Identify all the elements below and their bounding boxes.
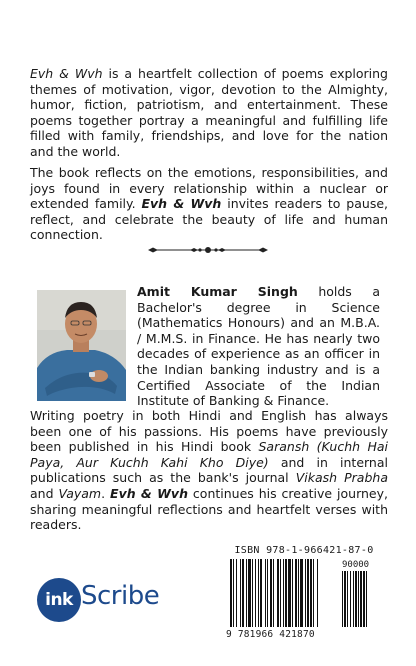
author-bio: [137, 284, 380, 409]
poetry-text-5: continues his creative journey, sharing meaningful reflections and heartfelt verses with readers.: [30, 485, 388, 533]
barcode-bar: [260, 559, 262, 627]
barcode-bar: [288, 559, 291, 627]
barcode-bar: [265, 559, 266, 627]
barcode-bar: [252, 559, 253, 627]
barcode-bar: [240, 559, 241, 627]
barcode-addon-bar: [358, 571, 359, 627]
barcode-bar: [313, 559, 314, 627]
barcode-addon-bar: [347, 571, 348, 627]
journal-vayam: Vayam: [58, 485, 102, 501]
barcode-bar: [300, 559, 303, 627]
barcode-bar: [273, 559, 274, 627]
barcode-bar: [267, 559, 268, 627]
barcode-bar: [305, 559, 306, 627]
barcode-bar: [307, 559, 309, 627]
barcode-bar: [242, 559, 244, 627]
hindi-book-title: Saransh (Kuchh Hai Paya, Aur Kuchh Kahi Kho Diye): [30, 439, 388, 470]
author-bio-text: holds a Bachelor's degree in Science (Mathematics Honours) and an M.B.A. / M.M.S. in Finance. He has nearly two decades of experience as an officer in the Indian banking industry and is a Certified Associate of the Indian Institute of Banking & Finance.: [137, 284, 380, 409]
barcode-bar: [255, 559, 256, 627]
book-title-bold-italic: Evh & Wvh: [141, 196, 222, 212]
barcode-bar: [236, 559, 237, 627]
barcode-addon-bar: [353, 571, 354, 627]
ornamental-divider: [148, 244, 268, 256]
blurb-text-2: The book reflects on the emotions, responsibilities, and joys found in every relationship within a nuclear or extended family.: [30, 165, 388, 212]
blurb-text-1: is a heartfelt collection of poems exploring themes of motivation, vigor, devotion to the Almighty, humor, fiction, patriotism, and entertainment. These poems together portray a meaningful and fulfilling life filled with family, friendships, and love for the nation and the world.: [30, 66, 388, 159]
barcode-addon-bar: [344, 571, 346, 627]
barcode-addon-bar: [360, 571, 362, 627]
isbn-barcode: [226, 545, 378, 645]
barcode-bar: [292, 559, 293, 627]
poetry-text-3: and: [30, 485, 59, 501]
barcode-bar: [317, 559, 318, 627]
price-code: 90000: [342, 560, 370, 570]
book-title-bold-italic-2: Evh & Wvh: [110, 485, 188, 501]
blurb-text-2-end: invites readers to pause, reflect, and celebrate the beauty of life and human connection.: [30, 196, 388, 243]
barcode-addon-bar: [366, 571, 367, 627]
logo-wordmark: Scribe: [81, 581, 160, 611]
barcode-bar: [258, 559, 259, 627]
barcode-bar: [230, 559, 232, 627]
author-photo: [37, 290, 126, 401]
barcode-addon-bar: [355, 571, 357, 627]
book-title-italic: Evh & Wvh: [30, 66, 103, 81]
barcode-bar: [285, 559, 287, 627]
blurb-paragraph-1: [30, 66, 388, 160]
barcode-bar: [248, 559, 251, 627]
isbn-label: ISBN 978-1-966421-87-0: [234, 545, 374, 556]
barcode-bar: [233, 559, 234, 627]
poetry-text-1: Writing poetry in both Hindi and English has always been one of his passions. His poems have previously been published in his Hindi book: [30, 408, 388, 455]
journal-vikash-prabha: Vikash Prabha: [295, 470, 388, 486]
barcode-bar: [310, 559, 312, 627]
barcode-addon-bar: [342, 571, 343, 627]
author-name: Amit Kumar Singh: [137, 284, 298, 299]
poetry-paragraph: [30, 408, 388, 533]
poetry-text-4: .: [101, 485, 111, 501]
logo-mark: ink: [37, 578, 81, 622]
barcode-addon-bar: [363, 571, 365, 627]
poetry-text-2: and in internal publications such as the bank's journal: [30, 454, 388, 486]
barcode-bar: [280, 559, 281, 627]
barcode-bar: [246, 559, 247, 627]
barcode-bar: [295, 559, 297, 627]
barcode-addon-bar: [350, 571, 351, 627]
barcode-bar: [277, 559, 279, 627]
barcode-digits: 9 781966 421870: [226, 629, 315, 640]
blurb-paragraph-2: [30, 165, 388, 243]
barcode-bar: [283, 559, 284, 627]
barcode-bar: [270, 559, 272, 627]
barcode-bar: [298, 559, 299, 627]
